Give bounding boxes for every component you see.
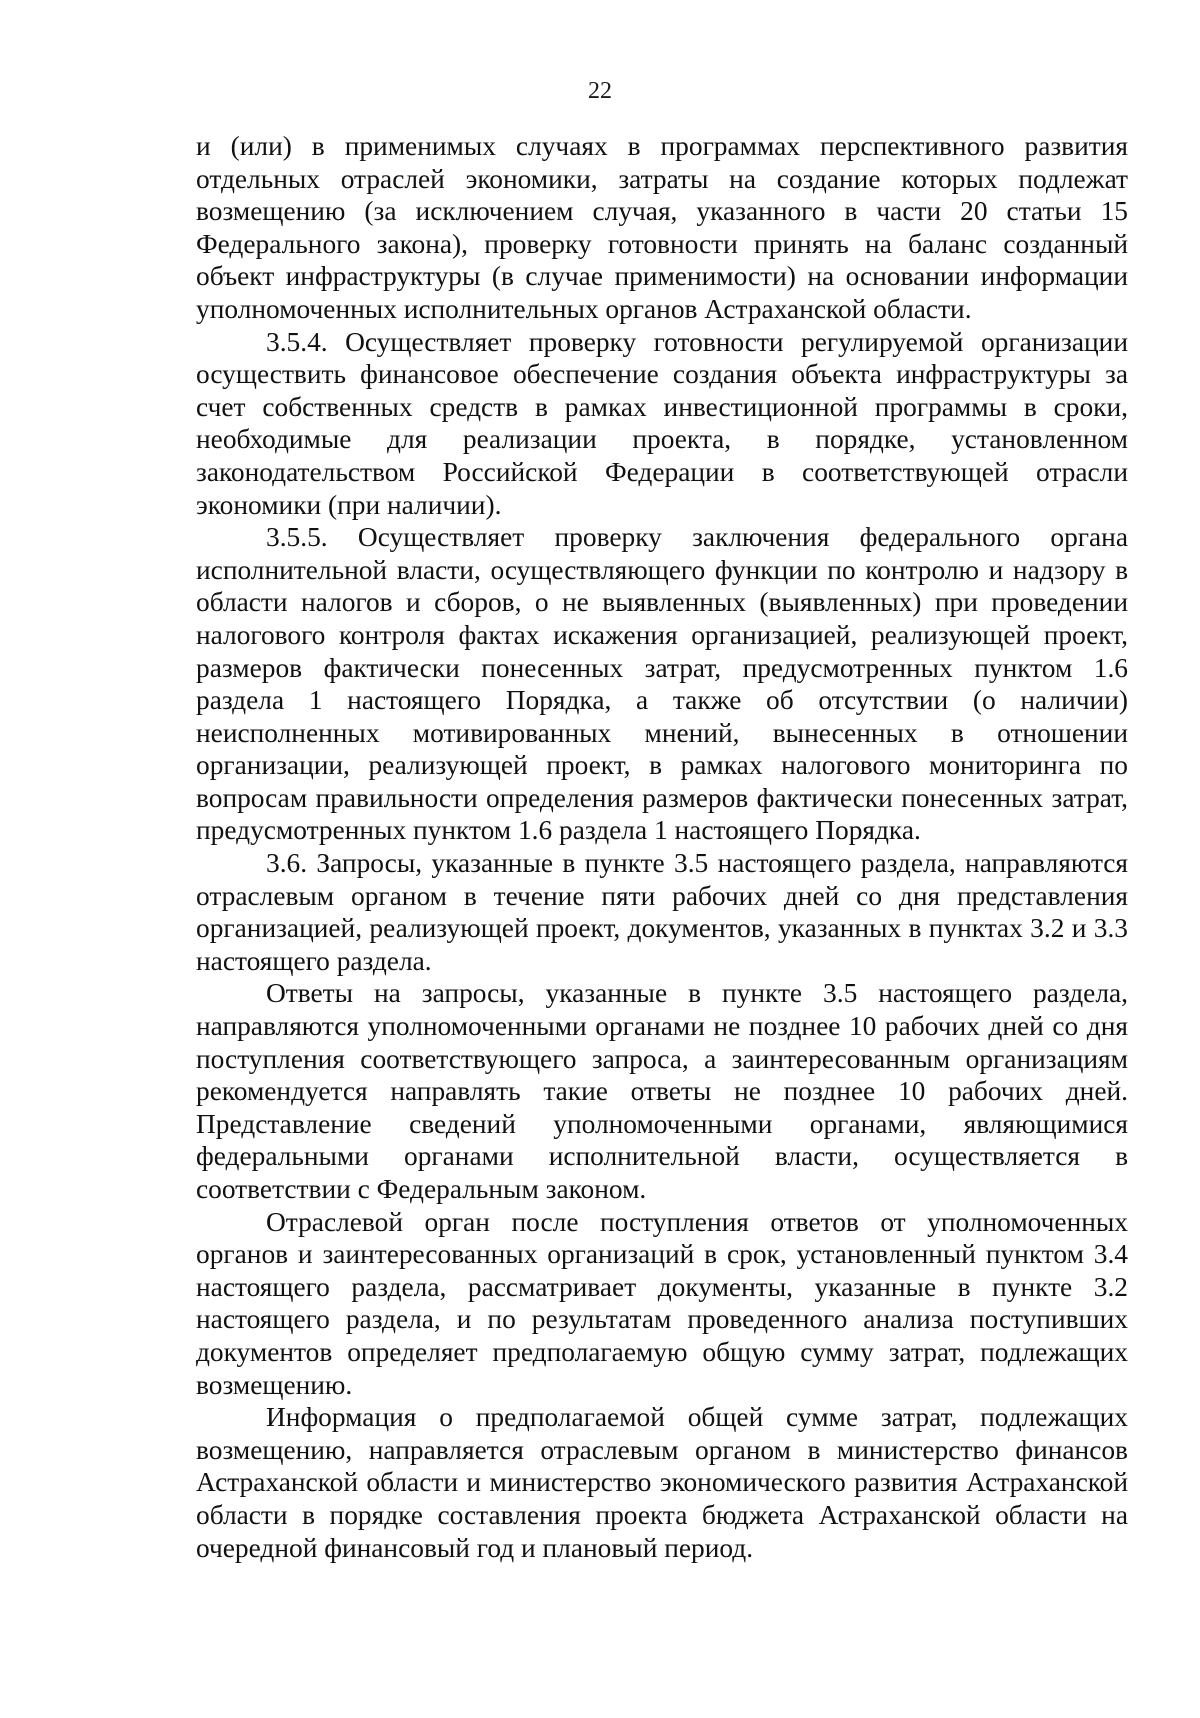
paragraph-information: Информация о предполагаемой общей сумме затрат, подлежащих возмещению, направляется отраслевым органом в министерство финансов Астраханской области и министерство экономического развития Астраханской области в порядке составления проекта бюджета Астраханской области на очередной финансовый год и плановый период.	[196, 1402, 1128, 1563]
paragraph-3-5-5: 3.5.5. Осуществляет проверку заключения федерального органа исполнительной власти, осуществляющего функции по контролю и надзору в области налогов и сборов, о не выявленных (выявленных) при проведении налогового контроля фактах искажения организацией, реализующей проект, размеров фактически понесенных затрат, предусмотренных пунктом 1.6 раздела 1 настоящего Порядка, а также об отсутствии (о наличии) неисполненных мотивированных мнений, вынесенных в отношении организации, реализующей проект, в рамках налогового мониторинга по вопросам правильности определения размеров фактически понесенных затрат, предусмотренных пунктом 1.6 раздела 1 настоящего Порядка.	[196, 522, 1128, 846]
paragraph-3-5-4: 3.5.4. Осуществляет проверку готовности регулируемой организации осуществить финансовое обеспечение создания объекта инфраструктуры за счет собственных средств в рамках инвестиционной программы в сроки, необходимые для реализации проекта, в порядке, установленном законодательством Российской Федерации в соответствующей отрасли экономики (при наличии).	[196, 326, 1128, 520]
page-number: 22	[588, 78, 612, 104]
paragraph-sector-body: Отраслевой орган после поступления ответов от уполномоченных органов и заинтересованных организаций в срок, установленный пунктом 3.4 настоящего раздела, рассматривает документы, указанные в пункте 3.2 настоящего раздела, и по результатам проведенного анализа поступивших документов определяет предполагаемую общую сумму затрат, подлежащих возмещению.	[196, 1206, 1128, 1400]
document-body	[196, 130, 1128, 1564]
paragraph-continuation: и (или) в применимых случаях в программах перспективного развития отдельных отраслей экономики, затраты на создание которых подлежат возмещению (за исключением случая, указанного в части 20 статьи 15 Федерального закона), проверку готовности принять на баланс созданный объект инфраструктуры (в случае применимости) на основании информации уполномоченных исполнительных органов Астраханской области.	[196, 131, 1128, 324]
paragraph-answers: Ответы на запросы, указанные в пункте 3.5 настоящего раздела, направляются уполномоченными органами не позднее 10 рабочих дней со дня поступления соответствующего запроса, а заинтересованным организациям рекомендуется направлять такие ответы не позднее 10 рабочих дней. Представление сведений уполномоченными органами, являющимися федеральными органами исполнительной власти, осуществляется в соответствии с Федеральным законом.	[196, 978, 1128, 1204]
paragraph-3-6: 3.6. Запросы, указанные в пункте 3.5 настоящего раздела, направляются отраслевым органом в течение пяти рабочих дней со дня представления организацией, реализующей проект, документов, указанных в пунктах 3.2 и 3.3 настоящего раздела.	[196, 848, 1128, 976]
